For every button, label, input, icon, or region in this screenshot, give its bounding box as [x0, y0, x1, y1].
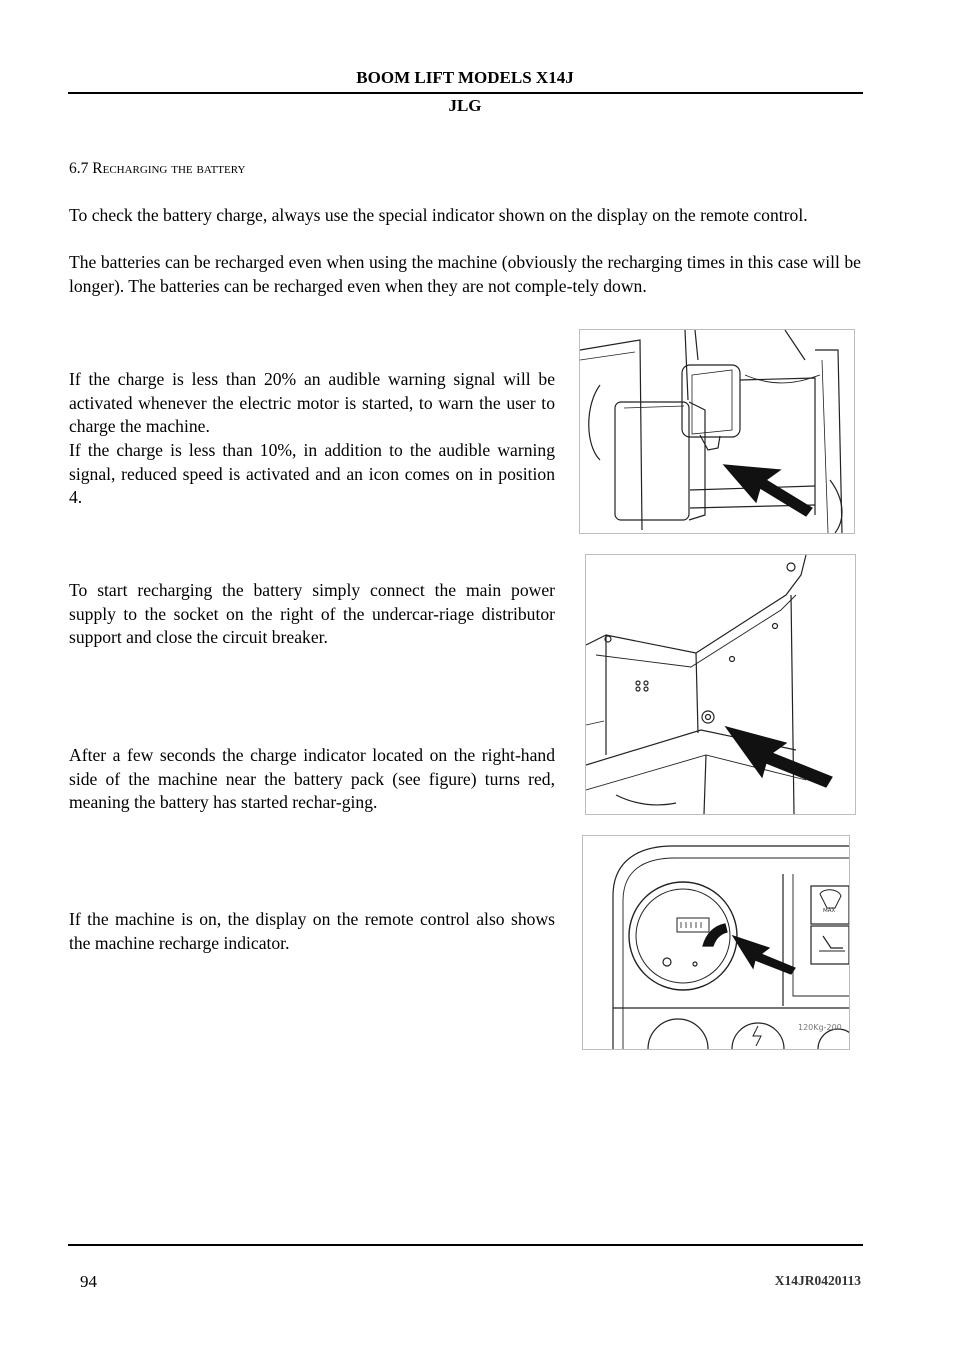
start-recharge-paragraph: To start recharging the battery simply connect the main power supply to the socket on the right of the undercar-riage distributor support and close the circuit breaker. — [69, 580, 555, 648]
charge-indicator-figure — [585, 554, 856, 815]
intro-paragraph-1: To check the battery charge, always use the special indicator shown on the display on the remote control. — [69, 205, 808, 225]
battery-socket-figure — [579, 329, 855, 534]
remote-display-paragraph: If the machine is on, the display on the remote control also shows the machine recharge indicator. — [69, 909, 555, 953]
section-title-initial: R — [92, 160, 103, 177]
section-heading — [69, 160, 245, 178]
header-brand: JLG — [448, 96, 482, 115]
document-code: X14JR0420113 — [774, 1273, 861, 1288]
section-title-rest: echarging the battery — [102, 160, 246, 177]
header-rule — [68, 92, 863, 94]
warning-20-paragraph: If the charge is less than 20% an audible warning signal will be activated whenever the electric motor is started, to warn the user to charge the machine. — [69, 369, 555, 437]
max-label: MAX — [823, 908, 836, 914]
warning-10-paragraph: If the charge is less than 10%, in addition to the audible warning signal, reduced speed is activated and an icon comes on in position 4. — [69, 440, 555, 508]
header-title: BOOM LIFT MODELS X14J — [356, 68, 574, 87]
page-number: 94 — [80, 1272, 97, 1291]
load-label: 120Kg-200 — [798, 1023, 842, 1032]
section-number: 6.7 — [69, 160, 89, 177]
footer-rule — [68, 1244, 863, 1246]
remote-control-figure — [582, 835, 850, 1050]
charge-indicator-paragraph: After a few seconds the charge indicator located on the right-hand side of the machine near the battery pack (see figure) turns red, meaning the battery has started rechar-ging. — [69, 745, 555, 813]
intro-paragraph-2: The batteries can be recharged even when using the machine (obviously the recharging times in this case will be longer). The batteries can be recharged even when they are not comple-tely down. — [69, 252, 861, 296]
